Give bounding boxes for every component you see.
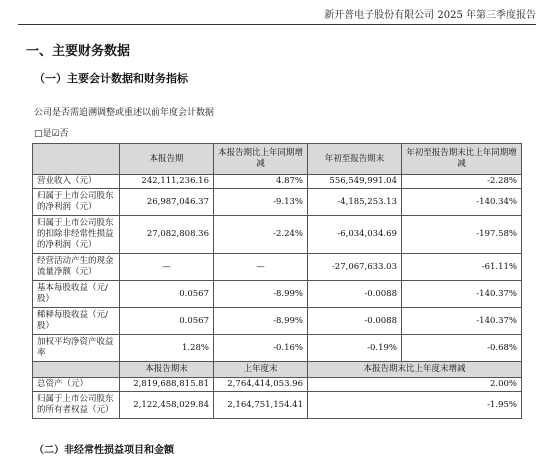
cell-value: -140.34% — [402, 189, 522, 216]
subheader-cell: 本报告期末比上年度末增减 — [308, 362, 522, 378]
cell-value: 2.00% — [308, 378, 522, 392]
cell-value: -0.16% — [214, 335, 308, 362]
cell-value: 26,987,046.37 — [120, 189, 214, 216]
table-row — [33, 378, 522, 392]
table-row — [33, 216, 522, 254]
cell-value: -0.0088 — [308, 281, 402, 308]
cell-value: 4.87% — [214, 175, 308, 189]
table-row — [33, 281, 522, 308]
row-label: 总资产（元） — [33, 378, 120, 392]
row-label: 加权平均净资产收益率 — [33, 335, 120, 362]
cell-value: 0.0567 — [120, 281, 214, 308]
section-title: 一、主要财务数据 — [26, 44, 131, 59]
header-cell: 本报告期比上年同期增减 — [214, 144, 308, 175]
subheader-cell: 上年度末 — [214, 362, 308, 378]
cell-value: -0.68% — [402, 335, 522, 362]
cell-value: 2,819,688,815.81 — [120, 378, 214, 392]
cell-value: -197.58% — [402, 216, 522, 254]
cell-value: -140.37% — [402, 308, 522, 335]
subheader-cell — [33, 362, 120, 378]
cell-value: -8.99% — [214, 281, 308, 308]
sub-title: （一）主要会计数据和财务指标 — [34, 72, 188, 85]
page-header: 新开普电子股份有限公司 2025 年第三季度报告 — [324, 10, 536, 21]
cell-value: -8.99% — [214, 308, 308, 335]
row-label: 归属于上市公司股东的所有者权益（元） — [33, 392, 120, 419]
table-row — [33, 189, 522, 216]
cell-value: 1.28% — [120, 335, 214, 362]
cell-value: 0.0567 — [120, 308, 214, 335]
table-subheader-row — [33, 362, 522, 378]
cell-value: — — [120, 254, 214, 281]
cell-value: 242,111,236.16 — [120, 175, 214, 189]
row-label: 基本每股收益（元/股） — [33, 281, 120, 308]
header-divider — [18, 24, 536, 25]
cell-value: -140.37% — [402, 281, 522, 308]
row-label: 归属于上市公司股东的净利润（元） — [33, 189, 120, 216]
header-cell: 年初至报告期末比上年同期增减 — [402, 144, 522, 175]
cell-value: -9.13% — [214, 189, 308, 216]
table-row — [33, 308, 522, 335]
restatement-question: 公司是否需追溯调整或重述以前年度会计数据 — [34, 108, 215, 118]
cell-value: -4,185,253.13 — [308, 189, 402, 216]
cell-value: 2,122,458,029.84 — [120, 392, 214, 419]
restatement-answer: □是☑否 — [34, 129, 69, 139]
row-label: 稀释每股收益（元/股） — [33, 308, 120, 335]
cell-value: 2,164,751,154.41 — [214, 392, 308, 419]
cell-value: -0.0088 — [308, 308, 402, 335]
header-cell: 年初至报告期末 — [308, 144, 402, 175]
header-cell: 本报告期 — [120, 144, 214, 175]
row-label: 归属于上市公司股东的扣除非经常性损益的净利润（元） — [33, 216, 120, 254]
header-cell — [33, 144, 120, 175]
financial-data-table — [32, 143, 522, 419]
cell-value: -1.95% — [308, 392, 522, 419]
row-label: 经营活动产生的现金流量净额（元） — [33, 254, 120, 281]
section2-title: （二）非经常性损益项目和金额 — [34, 445, 174, 456]
cell-value: -6,034,034.69 — [308, 216, 402, 254]
cell-value: -27,067,633.03 — [308, 254, 402, 281]
cell-value: -61.11% — [402, 254, 522, 281]
cell-value: — — [214, 254, 308, 281]
cell-value: -2.28% — [402, 175, 522, 189]
table-row — [33, 175, 522, 189]
row-label: 营业收入（元） — [33, 175, 120, 189]
table-row — [33, 254, 522, 281]
cell-value: 27,082,808.36 — [120, 216, 214, 254]
table-row — [33, 392, 522, 419]
cell-value: -2.24% — [214, 216, 308, 254]
cell-value: 2,764,414,053.96 — [214, 378, 308, 392]
cell-value: -0.19% — [308, 335, 402, 362]
cell-value: 556,549,991.04 — [308, 175, 402, 189]
table-row — [33, 335, 522, 362]
subheader-cell: 本报告期末 — [120, 362, 214, 378]
table-header-row — [33, 144, 522, 175]
